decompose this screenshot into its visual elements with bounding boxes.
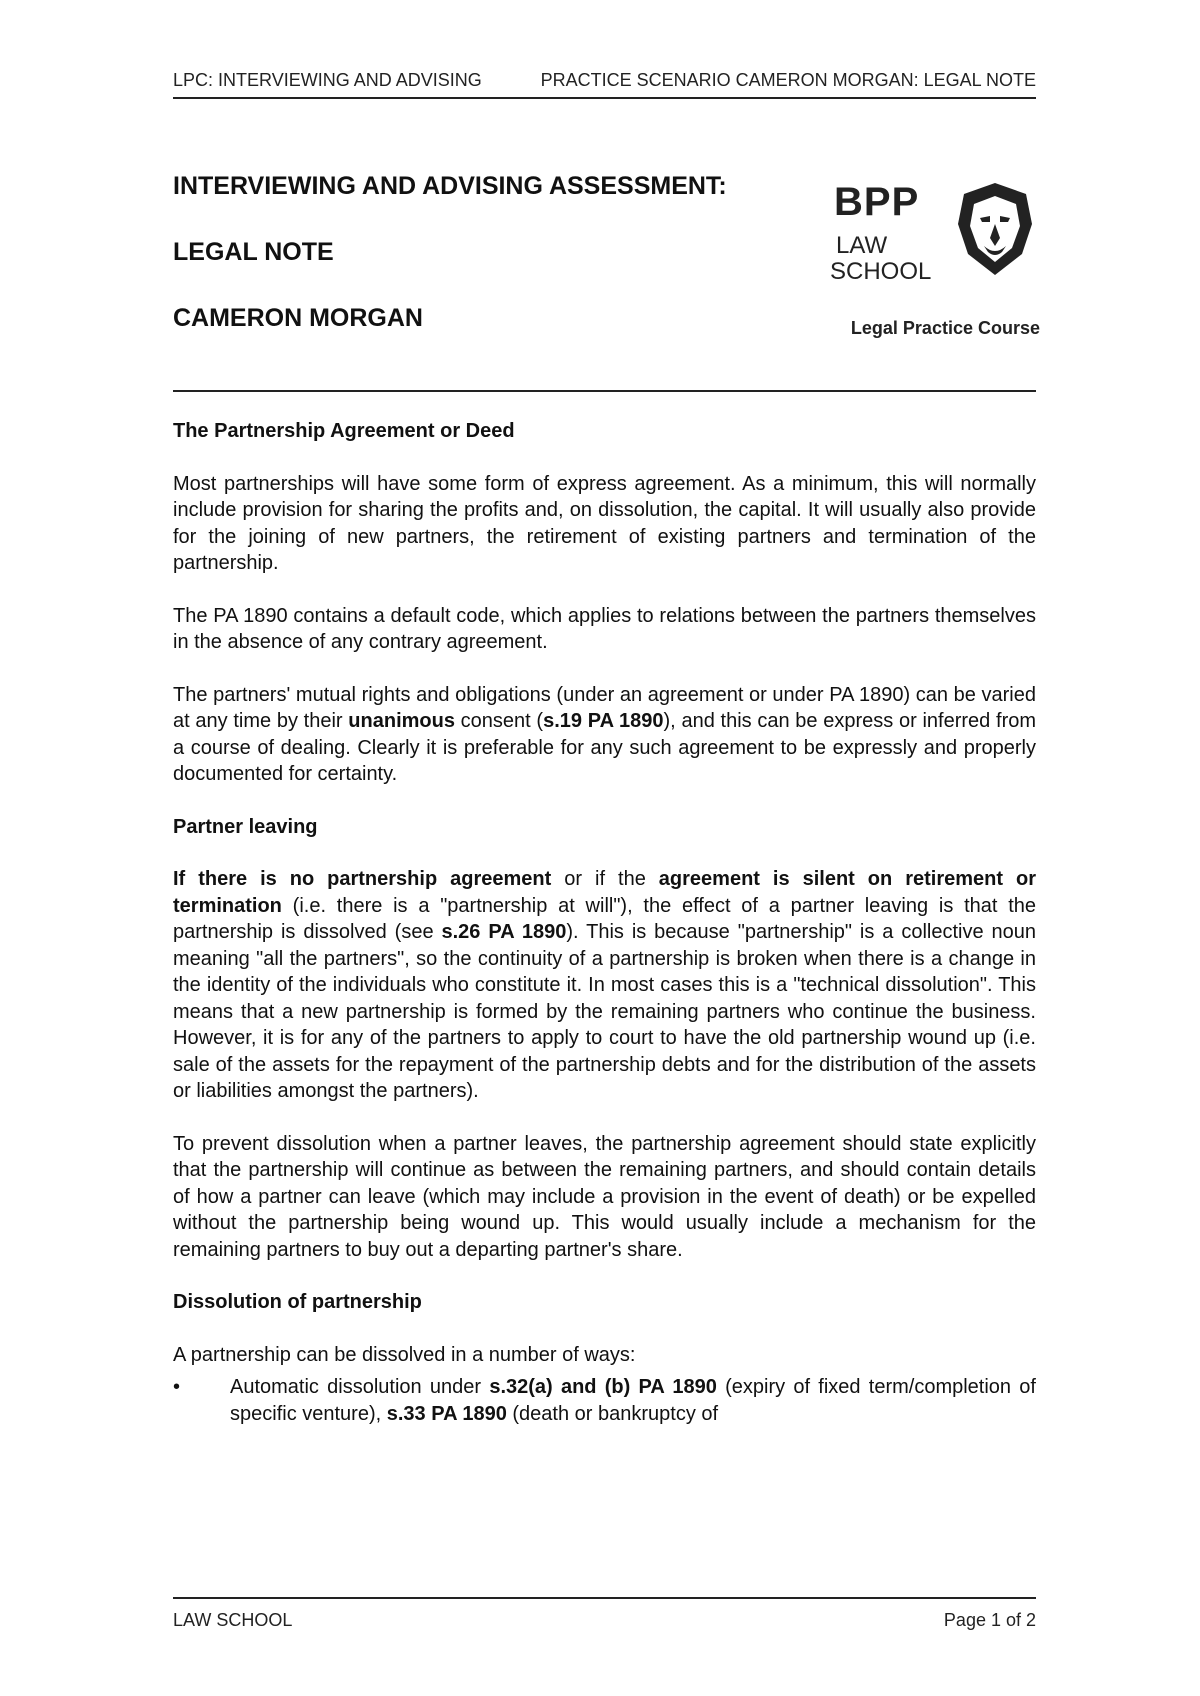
bold-run: s.32(a) and (b) PA 1890 [489,1376,717,1398]
bold-run: agreement is silent on retirement or termination [173,868,1036,917]
logo-bpp-text: BPP [834,180,920,224]
paragraph [173,682,1036,788]
text-run: ), and this can be express or inferred from a course of dealing. Clearly it is preferable for any such agreement to be expressly and properly documented for certainty. [173,710,1037,785]
header-left: LPC: INTERVIEWING AND ADVISING [173,70,482,90]
text-run: (expiry of fixed term/completion of specific venture), [230,1376,1036,1425]
text-run: (death or bankruptcy of [506,1402,719,1425]
header-rule [173,97,1036,99]
title-rule [173,390,1036,392]
logo-law-text: LAW [836,232,888,259]
section-heading-dissolution: Dissolution of partnership [173,1291,422,1313]
running-footer [173,1610,1036,1631]
footer-left: LAW SCHOOL [173,1610,293,1630]
page-number: Page 1 of 2 [943,1610,1036,1630]
title-line-1: INTERVIEWING AND ADVISING ASSESSMENT: [173,172,727,200]
paragraph: Most partnerships will have some form of express agreement. As a minimum, this will normally include provision for sharing the profits and, on dissolution, the capital. It will usually also provide for the joining of new partners, the retirement of existing partners and termination of the partnership. [173,472,1036,574]
document-body [173,418,1036,1427]
text-run: Automatic dissolution under [230,1376,490,1398]
bullet-icon: • [173,1376,181,1398]
title-line-2: LEGAL NOTE [173,238,334,266]
header-right: PRACTICE SCENARIO CAMERON MORGAN: LEGAL NOTE [540,70,1036,90]
title-line-3: CAMERON MORGAN [173,304,423,332]
paragraph [173,866,1036,1105]
running-header [173,70,1036,91]
text-run: ). This is because "partnership" is a collective noun meaning "all the partners", so the continuity of a partnership is broken when there is a change in the identity of the individuals who constitute it. In most cases this is a "technical dissolution". This means that a new partnership is formed by the remaining partners who continue the business. However, it is for any of the partners to apply to court to have the old partnership wound up (i.e. sale of the assets for the repayment of the partnership debts and for the distribution of the assets or liabilities amongst the partners). [173,921,1036,1102]
logo-school-text: SCHOOL [830,258,932,285]
list-item-text [230,1374,1036,1427]
paragraph: The PA 1890 contains a default code, which applies to relations between the partners themselves in the absence of any contrary agreement. [173,604,1036,653]
section-heading-agreement: The Partnership Agreement or Deed [173,420,515,442]
lion-shield-icon [954,180,1036,278]
course-label: Legal Practice Course [850,318,1040,338]
bold-run: unanimous [348,710,455,732]
text-run: or if the [551,868,659,890]
bold-run: s.33 PA 1890 [386,1402,507,1425]
list-item [173,1374,1036,1427]
bold-run: s.26 PA 1890 [441,921,567,943]
title-block [173,172,727,370]
bold-run: If there is no partnership agreement [173,868,552,890]
paragraph: To prevent dissolution when a partner leaves, the partnership agreement should state explicitly that the partnership will continue as between the remaining partners, and should contain details of how a partner can leave (which may include a provision in the event of death) or be expelled without the partnership being wound up. This would usually include a mechanism for the remaining partners to buy out a departing partner's share. [173,1132,1036,1261]
bpp-law-school-logo [830,180,1034,285]
text-run: (i.e. there is a "partnership at will"), the effect of a partner leaving is that the partnership is dissolved (see [173,894,1036,943]
bold-run: s.19 PA 1890 [543,710,664,732]
text-run: consent ( [454,710,544,732]
paragraph: A partnership can be dissolved in a number of ways: [173,1343,636,1366]
section-heading-partner-leaving: Partner leaving [173,815,318,838]
footer-rule [173,1597,1036,1599]
text-run: The partners' mutual rights and obligations (under an agreement or under PA 1890) can be varied at any time by their [173,683,1036,732]
